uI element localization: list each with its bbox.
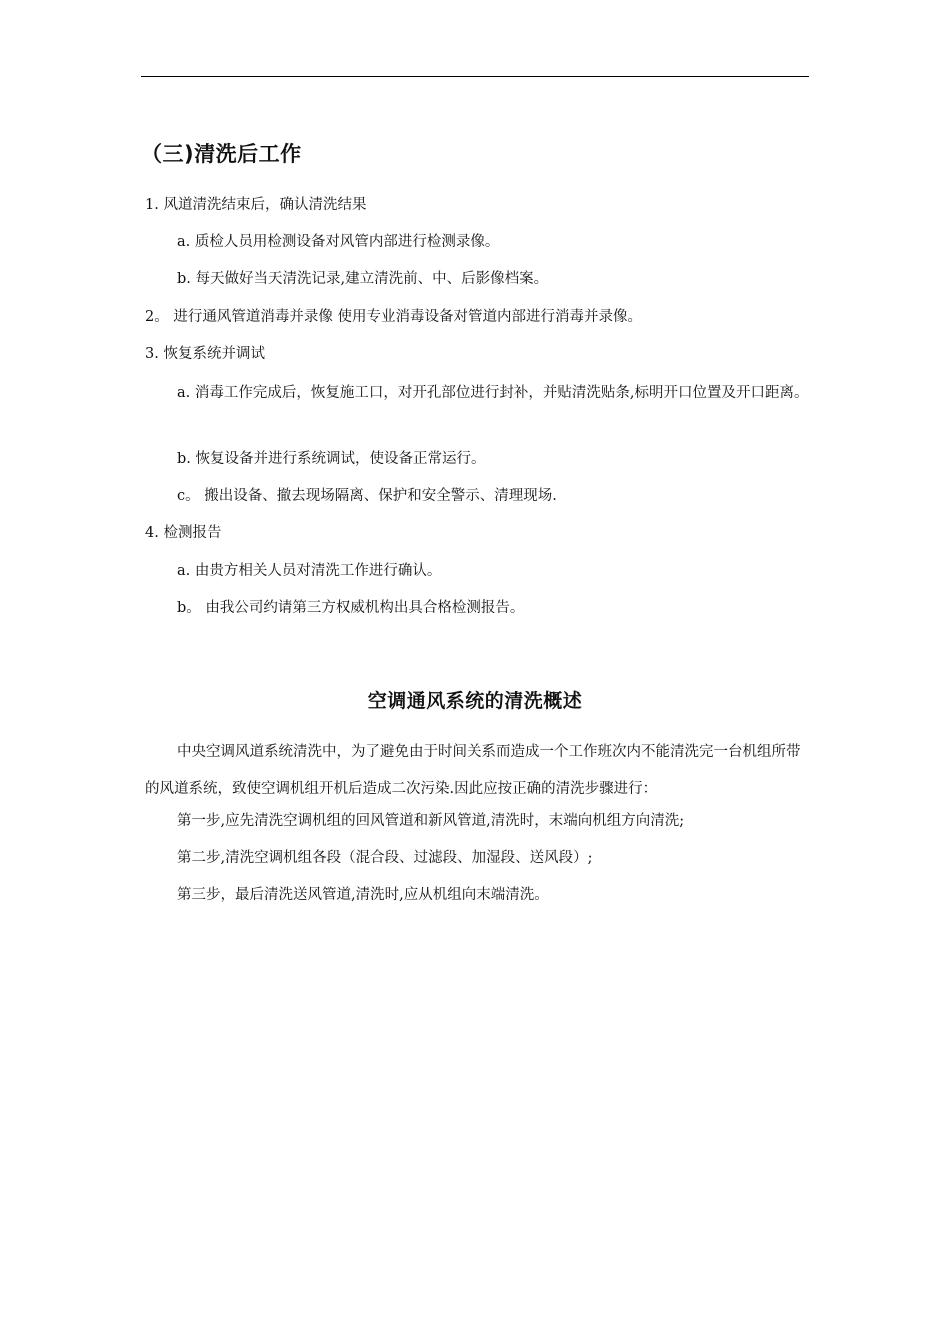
list-item-3: 3. 恢复系统并调试 [145,346,265,362]
list-item-4b: b。 由我公司约请第三方权威机构出具合格检测报告。 [177,600,525,616]
list-item-3c: c。 搬出设备、撤去现场隔离、保护和安全警示、清理现场. [177,488,557,504]
overview-step-1: 第一步,应先清洗空调机组的回风管道和新风管道,清洗时，末端向机组方向清洗; [177,813,685,829]
list-item-2: 2。 进行通风管道消毒并录像 使用专业消毒设备对管道内部进行消毒并录像。 [145,309,642,325]
overview-title: 空调通风系统的清洗概述 [367,690,583,712]
list-item-4: 4. 检测报告 [145,525,222,541]
header-rule [141,76,809,77]
list-item-1: 1. 风道清洗结束后，确认清洗结果 [145,197,367,213]
list-item-1b: b. 每天做好当天清洗记录,建立清洗前、中、后影像档案。 [177,271,549,287]
overview-step-2: 第二步,清洗空调机组各段（混合段、过滤段、加湿段、送风段）; [177,850,593,866]
overview-intro-paragraph: 中央空调风道系统清洗中，为了避免由于时间关系而造成一个工作班次内不能清洗完一台机组所带的风道系统，致使空调机组开机后造成二次污染.因此应按正确的清洗步骤进行： [145,744,801,797]
section-heading: （三)清洗后工作 [141,142,302,166]
list-item-3b: b. 恢复设备并进行系统调试，使设备正常运行。 [177,451,486,467]
list-item-4a: a. 由贵方相关人员对清洗工作进行确认。 [177,563,442,579]
overview-step-3: 第三步，最后清洗送风管道,清洗时,应从机组向末端清洗。 [177,887,549,903]
list-item-1a: a. 质检人员用检测设备对风管内部进行检测录像。 [177,234,500,250]
list-item-3a: a. 消毒工作完成后，恢复施工口，对开孔部位进行封补，并贴清洗贴条,标明开口位置及开口距离。 [177,385,809,401]
